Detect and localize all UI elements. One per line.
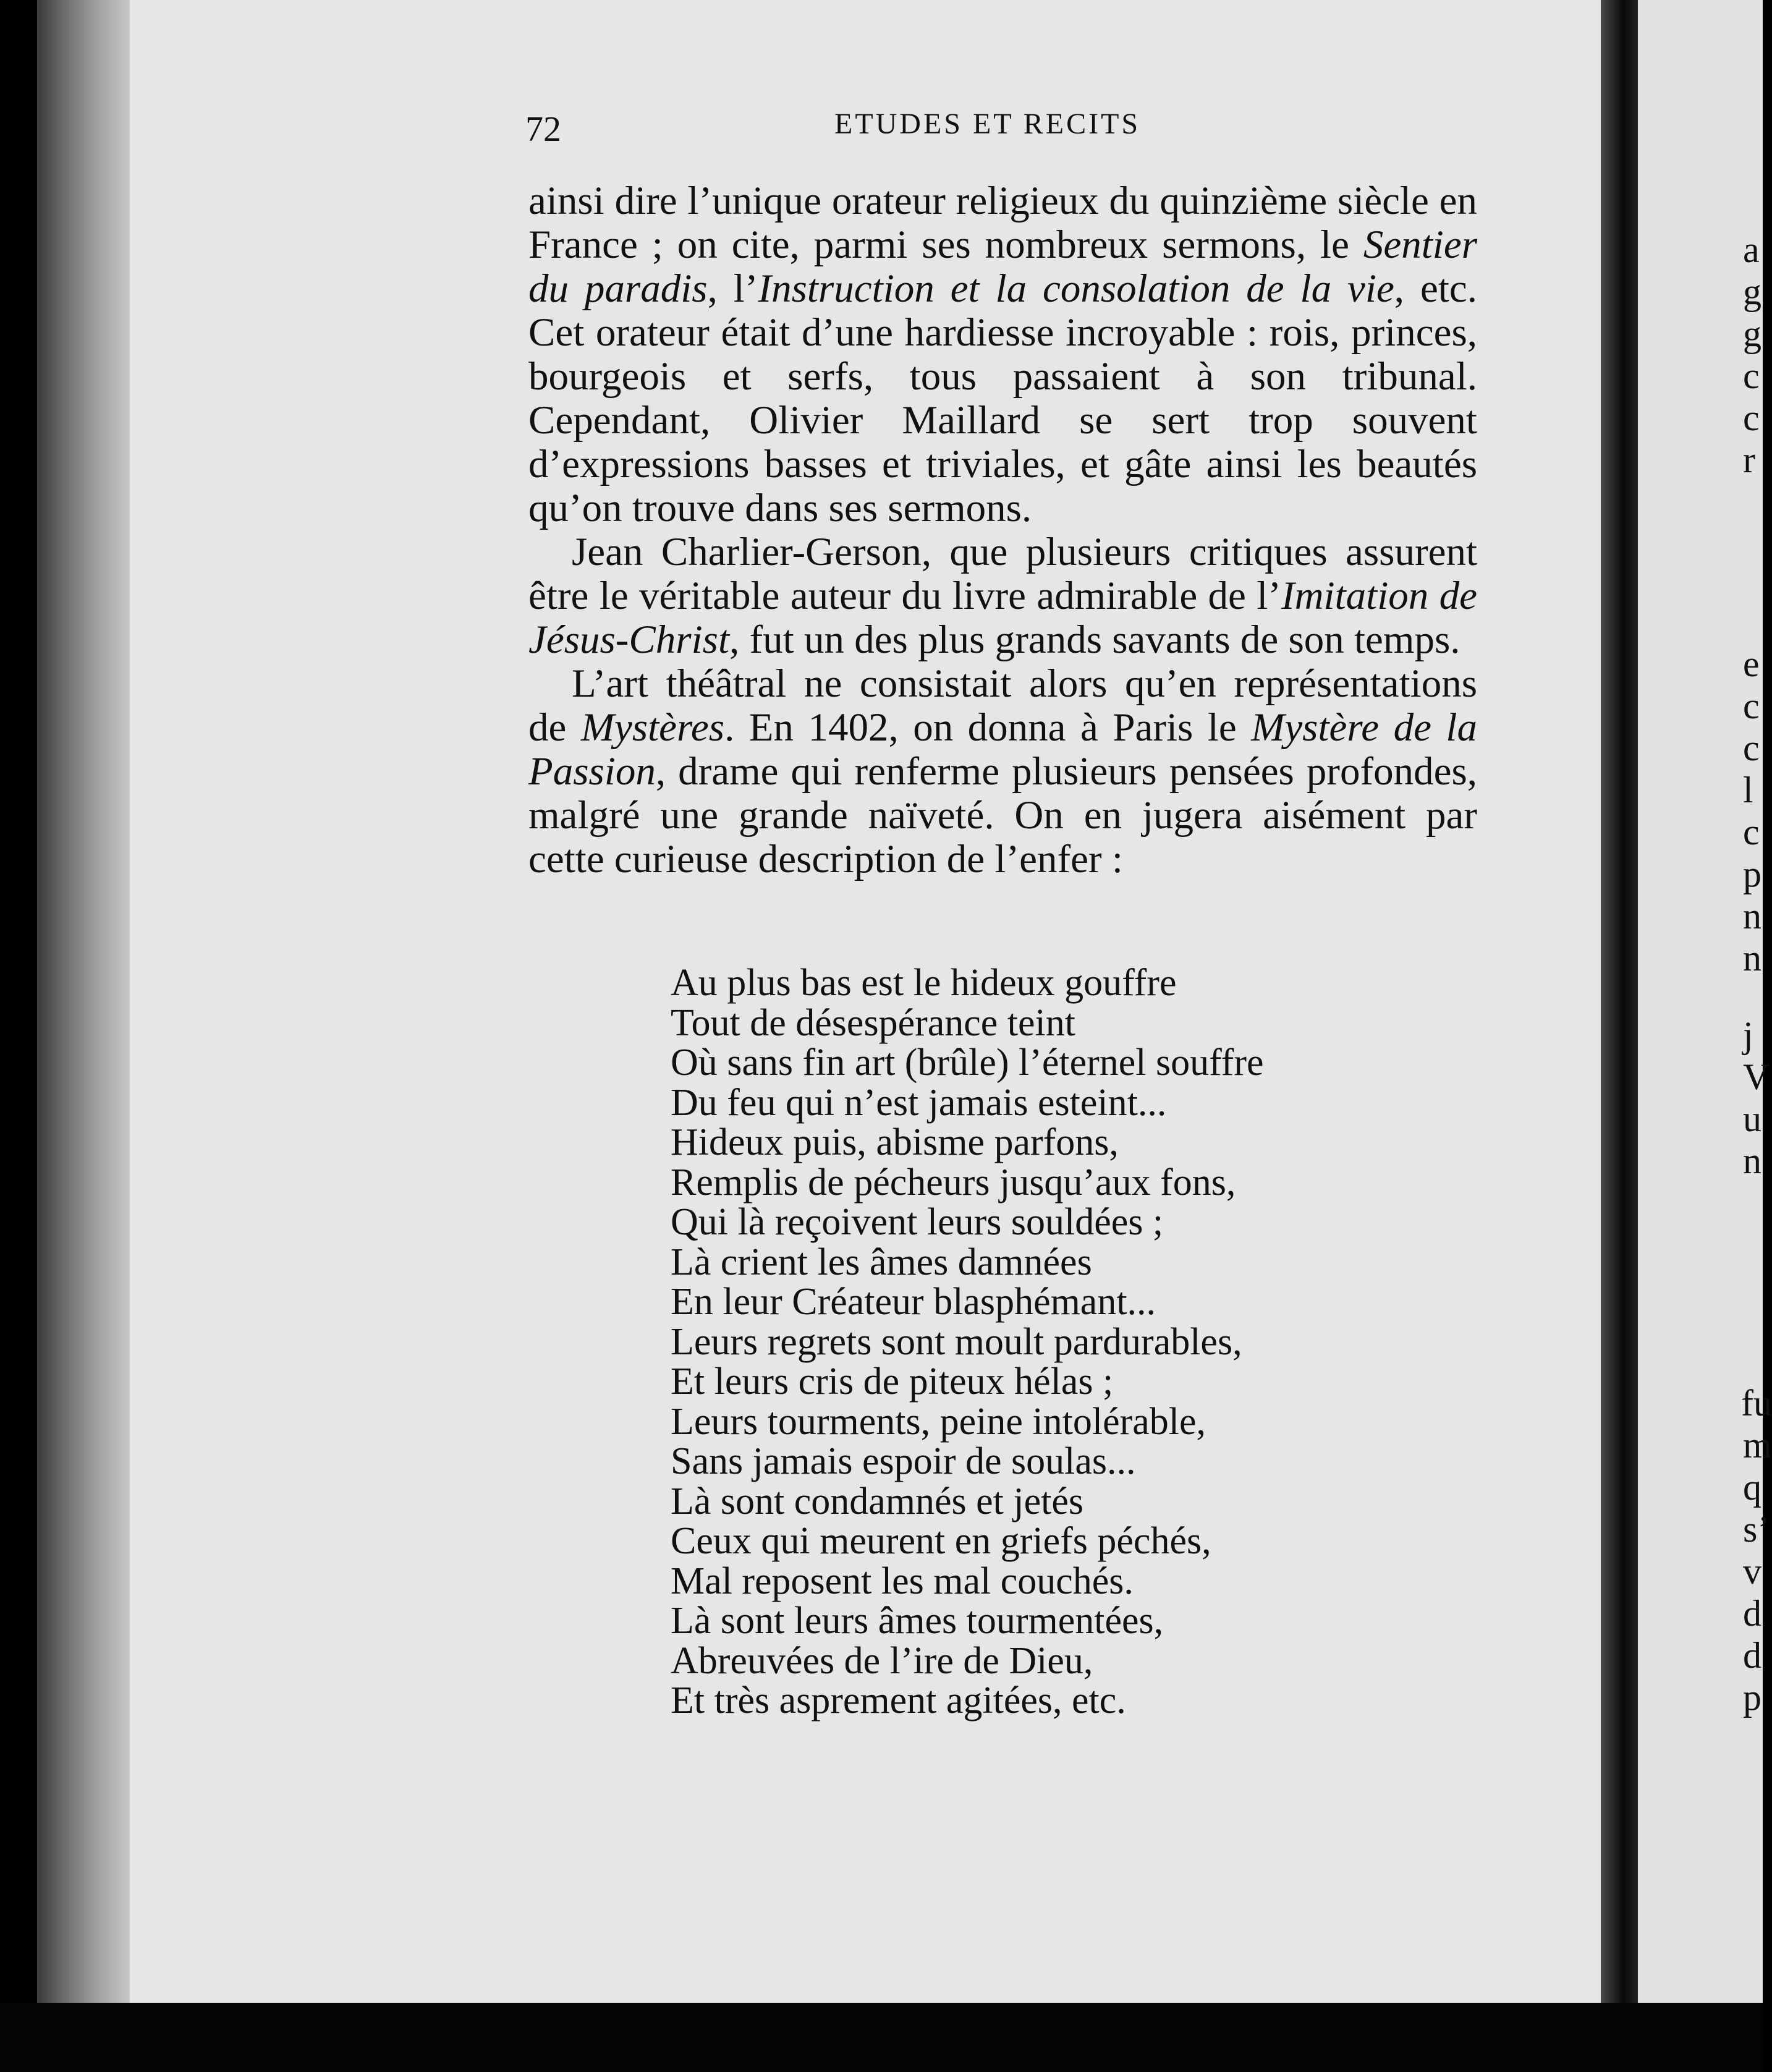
facing-page-letter: u <box>1743 1098 1761 1139</box>
paragraph-text: Jean Charlier-Gerson, que plusieurs critiques assurent être le véritable auteur du livre admirable de l’ <box>528 530 1477 618</box>
paragraph-text: , etc. Cet orateur était d’une hardiesse incroyable : rois, princes, bourgeois et serfs, tous passaient à son tribunal. Cependant, Olivier Maillard se sert trop souvent d’expressions basses et triviales, et gâte ainsi les beautés qu’on trouve dans ses sermons. <box>528 266 1477 530</box>
book-title: Mystère de la Passion <box>528 705 1477 794</box>
poem-line: Là crient les âmes damnées <box>671 1241 1092 1283</box>
page-header <box>525 108 1236 164</box>
paragraph-text: L’art théâtral ne consistait alors qu’en représentations de <box>528 661 1477 750</box>
facing-page-letter: a <box>1743 229 1760 270</box>
poem-line: En leur Créateur blasphémant... <box>671 1281 1156 1323</box>
book-title: Mystères <box>580 705 725 750</box>
facing-page-letter: n <box>1743 896 1761 936</box>
paragraph-text: . En 1402, on donna à Paris le <box>724 705 1252 750</box>
poem-line: Là sont condamnés et jetés <box>671 1480 1084 1522</box>
poem-line: Mal reposent les mal couchés. <box>671 1560 1134 1602</box>
paragraph-text: , fut un des plus grands savants de son temps. <box>729 618 1460 662</box>
facing-page-letter: l <box>1743 770 1753 810</box>
poem-line: Sans jamais espoir de soulas... <box>671 1440 1136 1482</box>
poem-line: Où sans fin art (brûle) l’éternel souffre <box>671 1042 1264 1084</box>
facing-page-letter: V <box>1743 1056 1770 1097</box>
page-number: 72 <box>525 109 561 149</box>
facing-page-letter: n <box>1743 1140 1761 1181</box>
poem-line: Ceux qui meurent en griefs péchés, <box>671 1520 1211 1562</box>
body-text <box>528 179 1477 881</box>
facing-page-letter: n <box>1743 938 1761 979</box>
facing-page-letter: p <box>1743 854 1761 894</box>
paragraph-gerson <box>528 530 1477 662</box>
poem-line: Et leurs cris de piteux hélas ; <box>671 1361 1114 1403</box>
poem-line: Et très asprement agitées, etc. <box>671 1679 1126 1722</box>
poem-line: Remplis de pécheurs jusqu’aux fons, <box>671 1161 1236 1204</box>
book-gutter <box>1601 0 1638 2072</box>
facing-page-letter: p <box>1743 1677 1761 1718</box>
facing-page-letter: r <box>1743 439 1755 480</box>
poem-line: Leurs regrets sont moult pardurables, <box>671 1320 1242 1363</box>
poem-line: Tout de désespérance teint <box>671 1001 1075 1044</box>
book-title: Imitation de Jésus-Christ <box>528 574 1477 662</box>
facing-page-letter: d <box>1743 1593 1761 1634</box>
facing-page-letter: d <box>1743 1635 1761 1676</box>
poem-line: Qui là reçoivent leurs souldées ; <box>671 1201 1164 1243</box>
facing-page-letter: c <box>1743 812 1760 852</box>
book-title: Sentier du paradis <box>528 223 1477 311</box>
facing-page-letter: c <box>1743 686 1760 726</box>
facing-page-letter: c <box>1743 355 1760 396</box>
poem-line: Hideux puis, abisme parfons, <box>671 1121 1119 1163</box>
book-title: Instruction et la consolation de la vie <box>758 266 1394 311</box>
facing-page-letter: v <box>1743 1551 1761 1592</box>
poem-line: Là sont leurs âmes tourmentées, <box>671 1600 1164 1642</box>
paragraph-text: , drame qui renferme plusieurs pensées profondes, malgré une grande naïveté. On en jugera aisément par cette curieuse description de l’enfer : <box>528 749 1477 881</box>
facing-page-letter: m <box>1743 1425 1772 1466</box>
facing-page-letter: e <box>1743 643 1760 684</box>
facing-page-letter: s’ <box>1743 1509 1770 1550</box>
poem-line: Abreuvées de l’ire de Dieu, <box>671 1639 1093 1682</box>
facing-page-letter: c <box>1743 397 1760 438</box>
facing-page-letter: g <box>1743 313 1761 354</box>
running-title: ETUDES ET RECITS <box>834 108 1141 140</box>
facing-page-letter: g <box>1743 271 1761 312</box>
facing-page-letter: fu <box>1741 1383 1772 1424</box>
facing-page-letter: j <box>1743 1014 1753 1055</box>
facing-page-letter: q <box>1743 1467 1761 1508</box>
poem-line: Au plus bas est le hideux gouffre <box>671 962 1177 1004</box>
book-page-edges <box>37 0 130 2072</box>
paragraph-text: , l’ <box>707 266 758 311</box>
paragraph-theatre <box>528 662 1477 881</box>
poem-line: Du feu qui n’est jamais esteint... <box>671 1081 1167 1124</box>
paragraph-text: ainsi dire l’unique orateur religieux du quinzième siècle en France ; on cite, parmi ses nombreux sermons, le <box>528 179 1477 267</box>
poem-quotation <box>671 963 1474 1721</box>
paragraph-olivier-maillard <box>528 179 1477 530</box>
scan-bottom-border <box>0 2003 1763 2072</box>
facing-page-letter: c <box>1743 728 1760 768</box>
poem-line: Leurs tourments, peine intolérable, <box>671 1400 1206 1443</box>
